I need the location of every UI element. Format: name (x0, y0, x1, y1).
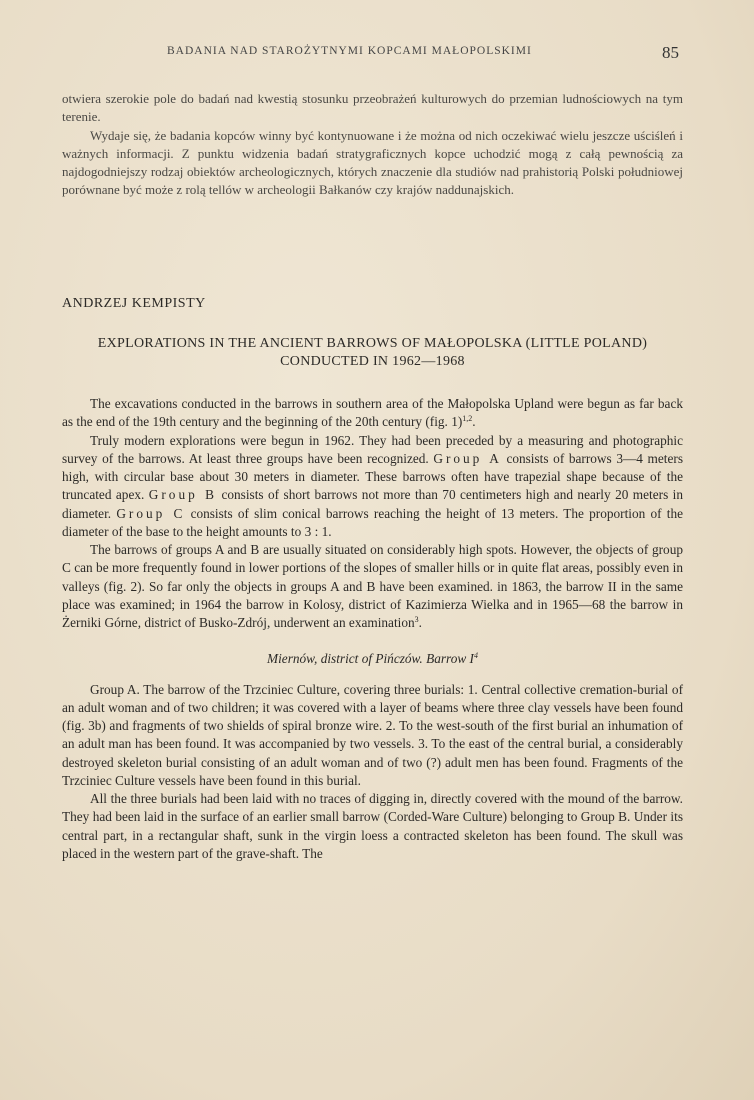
paragraph-text: consists of short barrows not more than 70 centimeters high and nearly 20 meters in diameter. (62, 487, 684, 521)
running-title: BADANIA NAD STAROŻYTNYMI KOPCAMI MAŁOPOLSKIMI (167, 45, 532, 57)
group-b-label: Group B (148, 487, 218, 503)
running-head (0, 45, 754, 65)
footnote-ref: 4 (473, 651, 478, 661)
section-subheading (62, 650, 683, 668)
paragraph-text: The barrows of groups A and B are usually situated on considerably high spots. However, the objects of group C can be more frequently found in lower portions of the slopes of smaller hills or in quite flat areas, possibly even in valleys (fig. 2). So far only the objects in groups A and B have been examined. in 1863, the barrow II in the same place was examined; in 1964 the barrow in Kolosy, district of Kazimierza Wielka and in 1965—68 the barrow in Żerniki Górne, district of Busko-Zdrój, underwent an examination (62, 542, 683, 630)
group-a-label: Group A (433, 450, 502, 466)
paragraph-text: The excavations conducted in the barrows in southern area of the Małopolska Upland were begun as far back as the end of the 19th century and the beginning of the 20th century (fig. 1) (62, 396, 683, 430)
english-paragraph-2 (62, 432, 683, 542)
english-paragraph-4: Group A. The barrow of the Trzciniec Culture, covering three burials: 1. Central collective cremation-burial of an adult woman and of two children; it was covered with a layer of beams where three clay vessels have been found (fig. 3b) and fragments of two shields of spiral bronze wire. 2. To the west-south of the first burial an inhumation of an adult man has been found. It was accompanied by two vessels. 3. To the east of the central burial, a considerably destroyed skeleton burial consisting of an adult woman and of two (?) adult men has been found. Fragments of the Trzciniec Culture vessels have been found in this burial. (62, 681, 683, 788)
paragraph-text: Truly modern explorations were begun in 1962. They had been preceded by a measuring and photographic survey of the barrows. At least three groups have been recognized. (62, 432, 683, 466)
article-title: EXPLORATIONS IN THE ANCIENT BARROWS OF MAŁOPOLSKA (LITTLE POLAND) CONDUCTED IN 1962—1968 (97, 336, 648, 369)
english-paragraph-3 (62, 541, 683, 632)
polish-paragraph-2: Wydaje się, że badania kopców winny być kontynuowane i że można od nich oczekiwać wielu jeszcze uściśleń i ważnych informacji. Z punktu widzenia badań stratygraficznych kopce uchodzić mogą z całą pewnością za najdogodniejszy rodzaj obiektów archeologicznych, których znaczenie dla studiów nad prahistorią Polski południowej porównane być może z rolą tellów w archeologii Bałkanów czy krajów naddunajskich. (62, 127, 683, 198)
subheading-text: Miernów, district of Pińczów. Barrow I (267, 651, 474, 667)
page-number: 85 (662, 43, 679, 62)
paragraph-text: consists of slim conical barrows reaching the height of 13 meters. The proportion of the diameter of the base to the height amounts to 3 : 1. (62, 505, 683, 539)
article-author: ANDRZEJ KEMPISTY (62, 296, 206, 311)
footnote-ref: 1,2 (462, 414, 473, 424)
polish-paragraph-1: otwiera szerokie pole do badań nad kwestią stosunku przeobrażeń kulturowych do przemian ludnościowych na tym terenie. (62, 91, 683, 125)
group-c-label: Group C (116, 505, 186, 521)
paragraph-end: . (472, 414, 476, 430)
paragraph-text: consists of barrows 3—4 meters high, with circular base about 30 meters in diameter. These barrows often have trapezial shape because of the truncated apex. (62, 450, 683, 503)
polish-text-block (62, 90, 683, 200)
english-paragraph-5: All the three burials had been laid with no traces of digging in, directly covered with the mound of the barrow. They had been laid in the surface of an earlier small barrow (Corded-Ware Culture) belonging to Group B. Under its central part, in a rectangular shaft, sunk in the virgin loess a contracted skeleton has been found. The skull was placed in the western part of the grave-shaft. The (62, 791, 683, 861)
english-paragraph-1 (62, 395, 683, 432)
english-text-block (62, 395, 683, 863)
paragraph-end: . (418, 615, 422, 630)
footnote-ref: 3 (414, 615, 419, 624)
